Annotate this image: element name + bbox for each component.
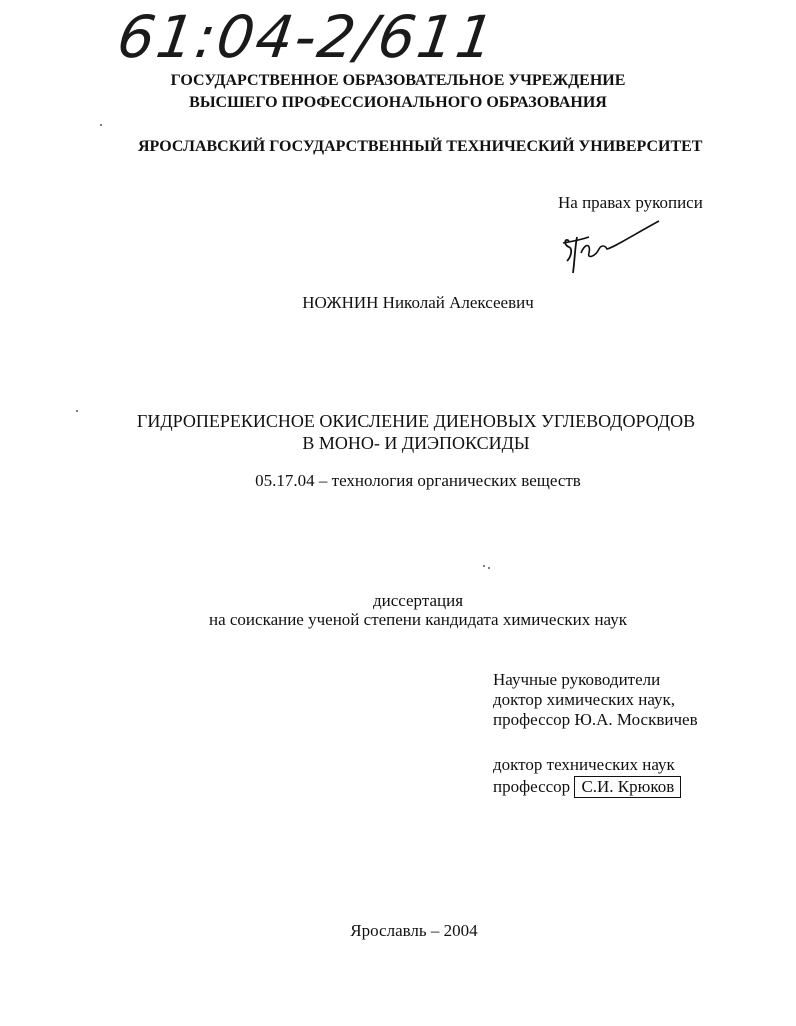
supervisor-2-degree: доктор технических наук xyxy=(493,755,675,774)
supervisor-2-title: профессор xyxy=(493,777,571,796)
supervisor-1-name: профессор Ю.А. Москвичев xyxy=(493,710,698,729)
handwritten-registration-number: 61:04-2/611 xyxy=(113,3,501,71)
scan-speck xyxy=(483,565,485,567)
supervisor-1-degree: доктор химических наук, xyxy=(493,690,676,709)
dissertation-title-line-2: В МОНО- И ДИЭПОКСИДЫ xyxy=(302,433,530,453)
university-name: ЯРОСЛАВСКИЙ ГОСУДАРСТВЕННЫЙ ТЕХНИЧЕСКИЙ УНИВЕРСИТЕТ xyxy=(138,138,703,155)
degree-sought: на соискание ученой степени кандидата химических наук xyxy=(208,610,627,629)
institution-line-2: ВЫСШЕГО ПРОФЕССИОНАЛЬНОГО ОБРАЗОВАНИЯ xyxy=(189,94,607,111)
city-year: Ярославль – 2004 xyxy=(350,921,478,940)
dissertation-title-line-1: ГИДРОПЕРЕКИСНОЕ ОКИСЛЕНИЕ ДИЕНОВЫХ УГЛЕВОДОРОДОВ xyxy=(136,411,696,431)
supervisor-2-name: С.И. Крюков xyxy=(574,776,681,798)
supervisor-2-line xyxy=(493,776,681,798)
manuscript-rights-label: На правах рукописи xyxy=(558,193,703,212)
supervisors-heading: Научные руководители xyxy=(493,670,661,689)
institution-line-1: ГОСУДАРСТВЕННОЕ ОБРАЗОВАТЕЛЬНОЕ УЧРЕЖДЕНИЕ xyxy=(170,72,626,89)
scan-speck xyxy=(100,124,102,126)
author-signature xyxy=(555,213,665,283)
scan-speck xyxy=(488,567,490,569)
specialty-code: 05.17.04 – технология органических веществ xyxy=(255,471,581,490)
dissertation-label: диссертация xyxy=(372,591,464,610)
scan-speck xyxy=(76,410,78,412)
author-name: НОЖНИН Николай Алексеевич xyxy=(302,293,534,312)
